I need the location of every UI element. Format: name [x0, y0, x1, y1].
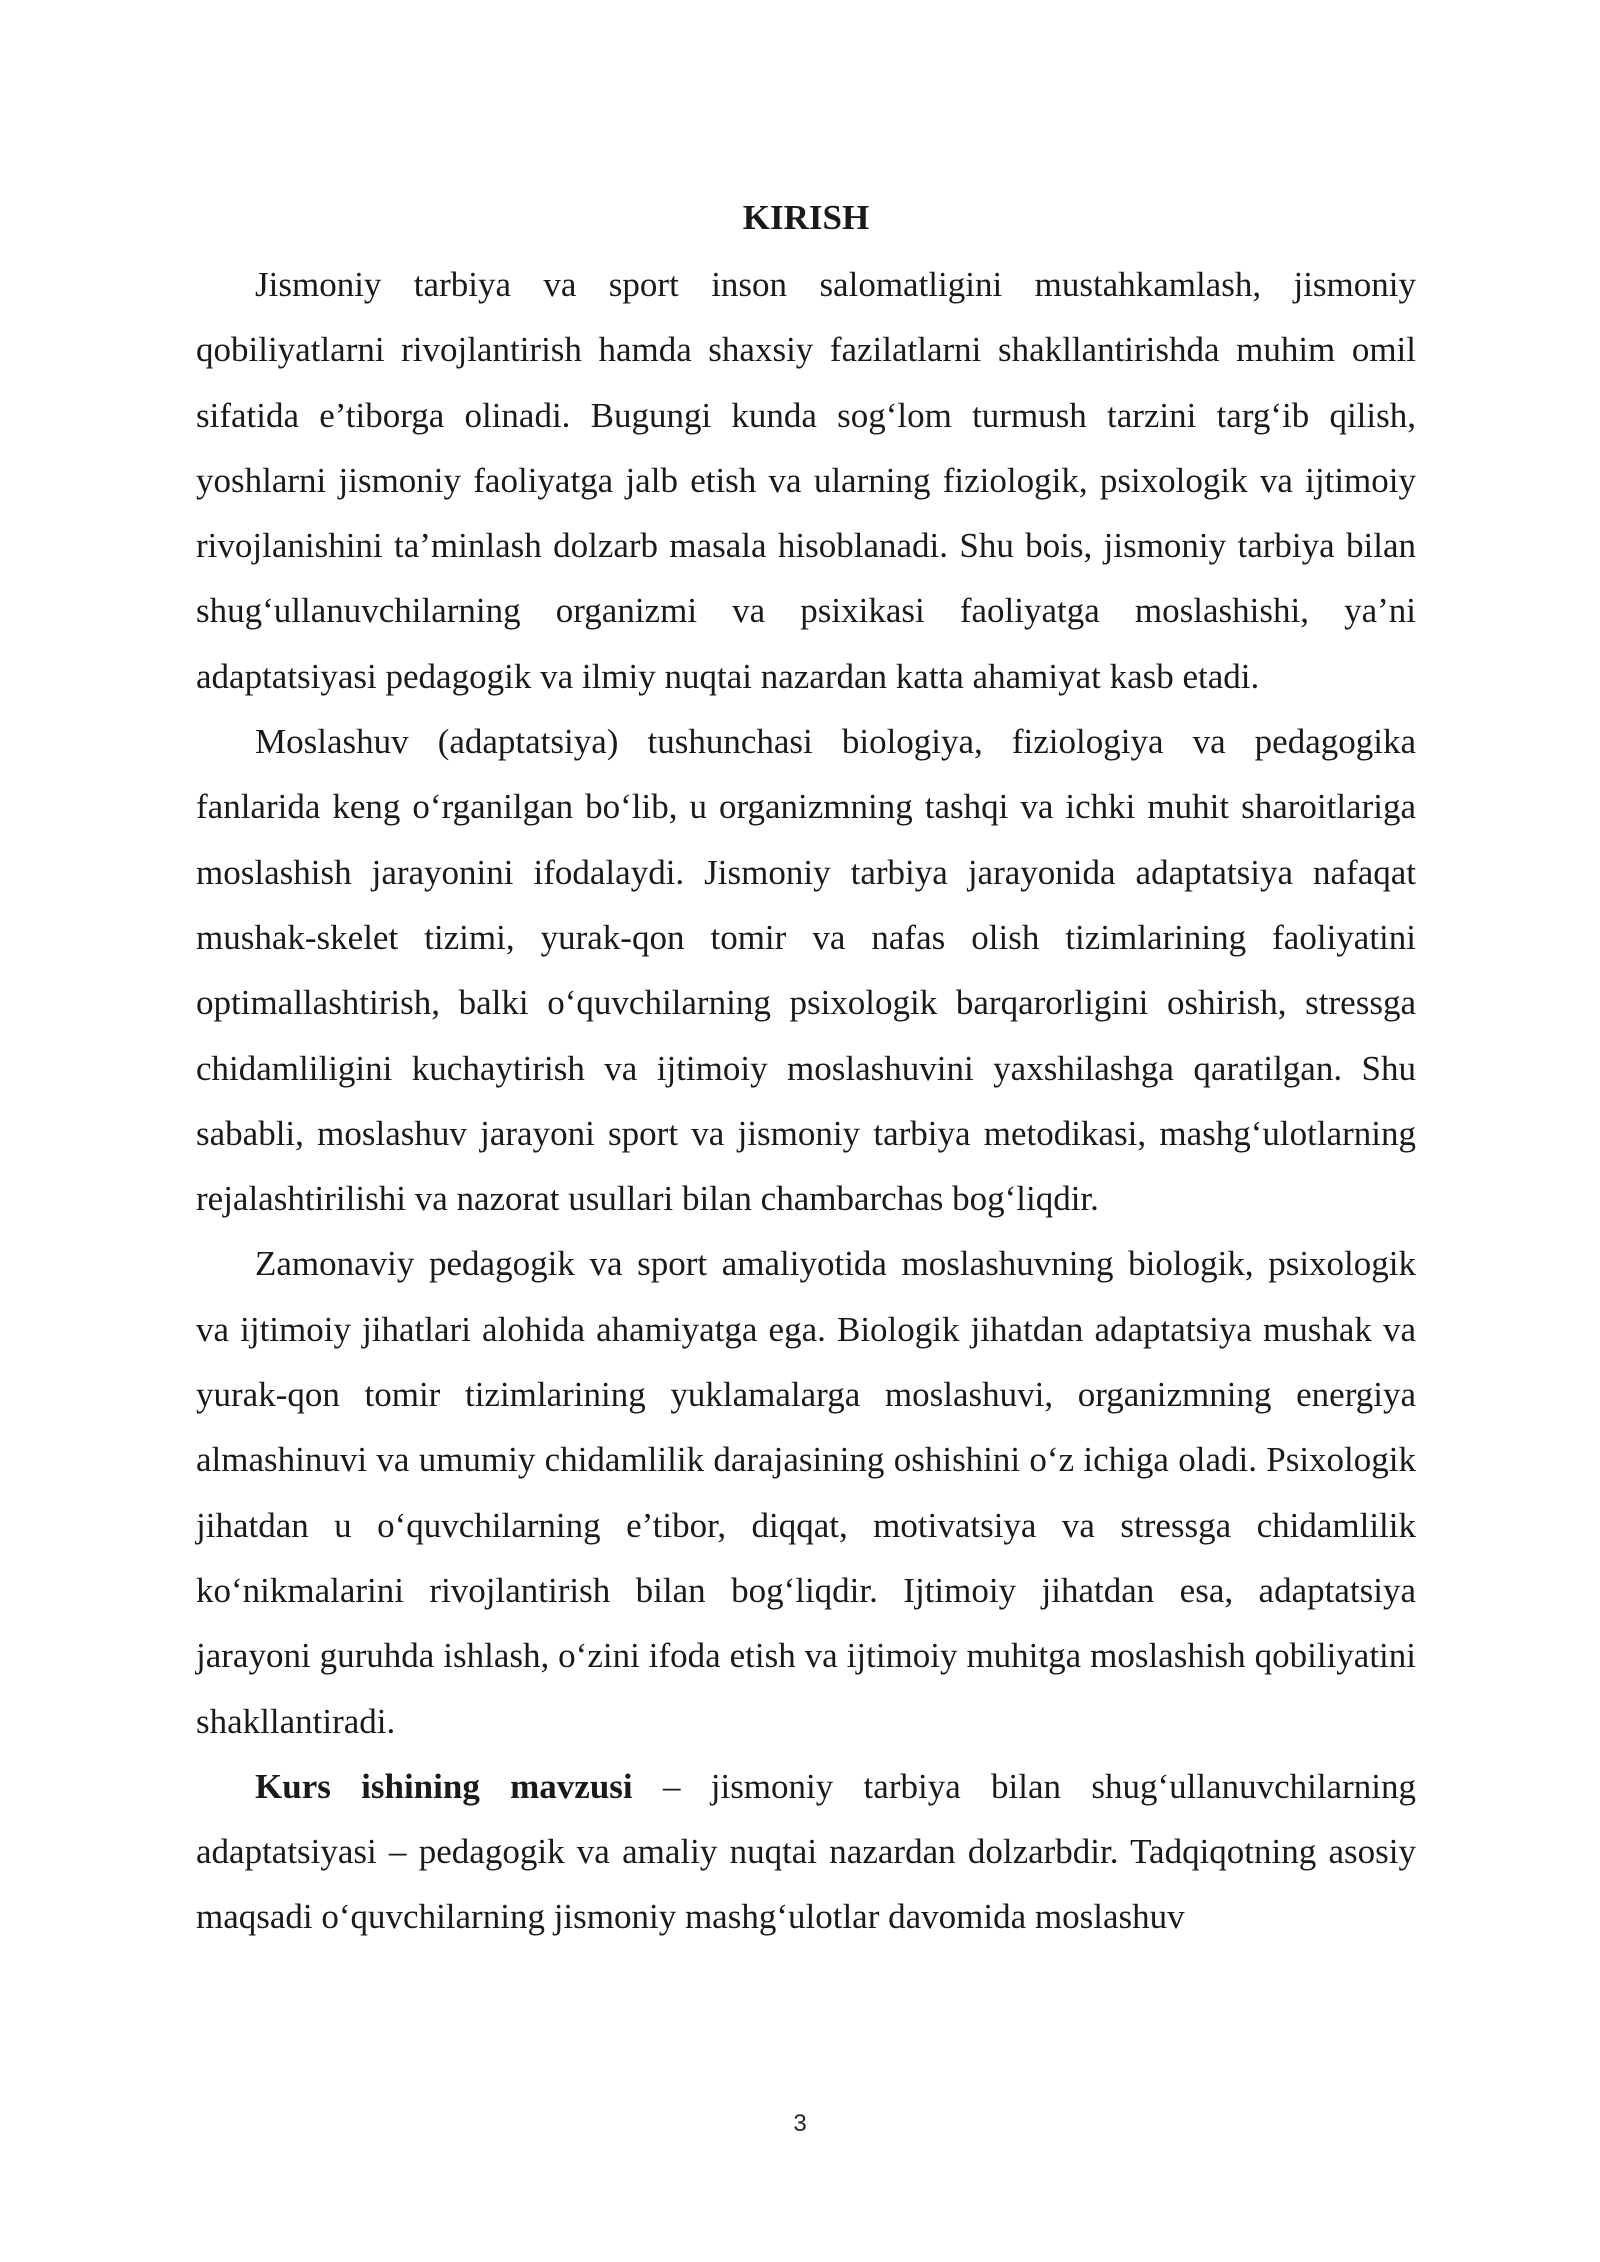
page-number: 3: [793, 2110, 807, 2137]
paragraph-4-bold-lead: Kurs ishining mavzusi: [255, 1766, 633, 1806]
paragraph-3: Zamonaviy pedagogik va sport amaliyotida moslashuvning biologik, psixologik va ijtimoiy jihatlari alohida ahamiyatga ega. Biologik jihatdan adaptatsiya mushak va yurak-qon tomir tizimlarining yuklamalarga moslashuvi, organizmning energiya almashinuvi va umumiy chidamlilik darajasining oshishini o‘z ichiga oladi. Psixologik jihatdan u o‘quvchilarning e’tibor, diqqat, motivatsiya va stressga chidamlilik ko‘nikmalarini rivojlantirish bilan bog‘liqdir. Ijtimoiy jihatdan esa, adaptatsiya jarayoni guruhda ishlash, o‘zini ifoda etish va ijtimoiy muhitga moslashish qobiliyatini shakllantiradi.: [196, 1244, 1416, 1741]
section-heading: KIRISH: [742, 198, 870, 237]
paragraph-1: Jismoniy tarbiya va sport inson salomatligini mustahkamlash, jismoniy qobiliyatlarni rivojlantirish hamda shaxsiy fazilatlarni shakllantirishda muhim omil sifatida e’tiborga olinadi. Bugungi kunda sog‘lom turmush tarzini targ‘ib qilish, yoshlarni jismoniy faoliyatga jalb etish va ularning fiziologik, psixologik va ijtimoiy rivojlanishini ta’minlash dolzarb masala hisoblanadi. Shu bois, jismoniy tarbiya bilan shug‘ullanuvchilarning organizmi va psixikasi faoliyatga moslashishi, ya’ni adaptatsiyasi pedagogik va ilmiy nuqtai nazardan katta ahamiyat kasb etadi.: [196, 265, 1416, 696]
document-page: [196, 188, 1416, 1950]
paragraph-2: Moslashuv (adaptatsiya) tushunchasi biologiya, fiziologiya va pedagogika fanlarida keng o‘rganilgan bo‘lib, u organizmning tashqi va ichki muhit sharoitlariga moslashish jarayonini ifodalaydi. Jismoniy tarbiya jarayonida adaptatsiya nafaqat mushak-skelet tizimi, yurak-qon tomir va nafas olish tizimlarining faoliyatini optimallashtirish, balki o‘quvchilarning psixologik barqarorligini oshirish, stressga chidamliligini kuchaytirish va ijtimoiy moslashuvini yaxshilashga qaratilgan. Shu sababli, moslashuv jarayoni sport va jismoniy tarbiya metodikasi, mashg‘ulotlarning rejalashtirilishi va nazorat usullari bilan chambarchas bog‘liqdir.: [196, 722, 1416, 1219]
paragraph-4-text: – jismoniy tarbiya bilan shug‘ullanuvchilarning adaptatsiyasi – pedagogik va amaliy nuqtai nazardan dolzarbdir. Tadqiqotning asosiy maqsadi o‘quvchilarning jismoniy mashg‘ulotlar davomida moslashuv: [196, 1766, 1416, 1937]
paragraph-4: [196, 1754, 1416, 1950]
